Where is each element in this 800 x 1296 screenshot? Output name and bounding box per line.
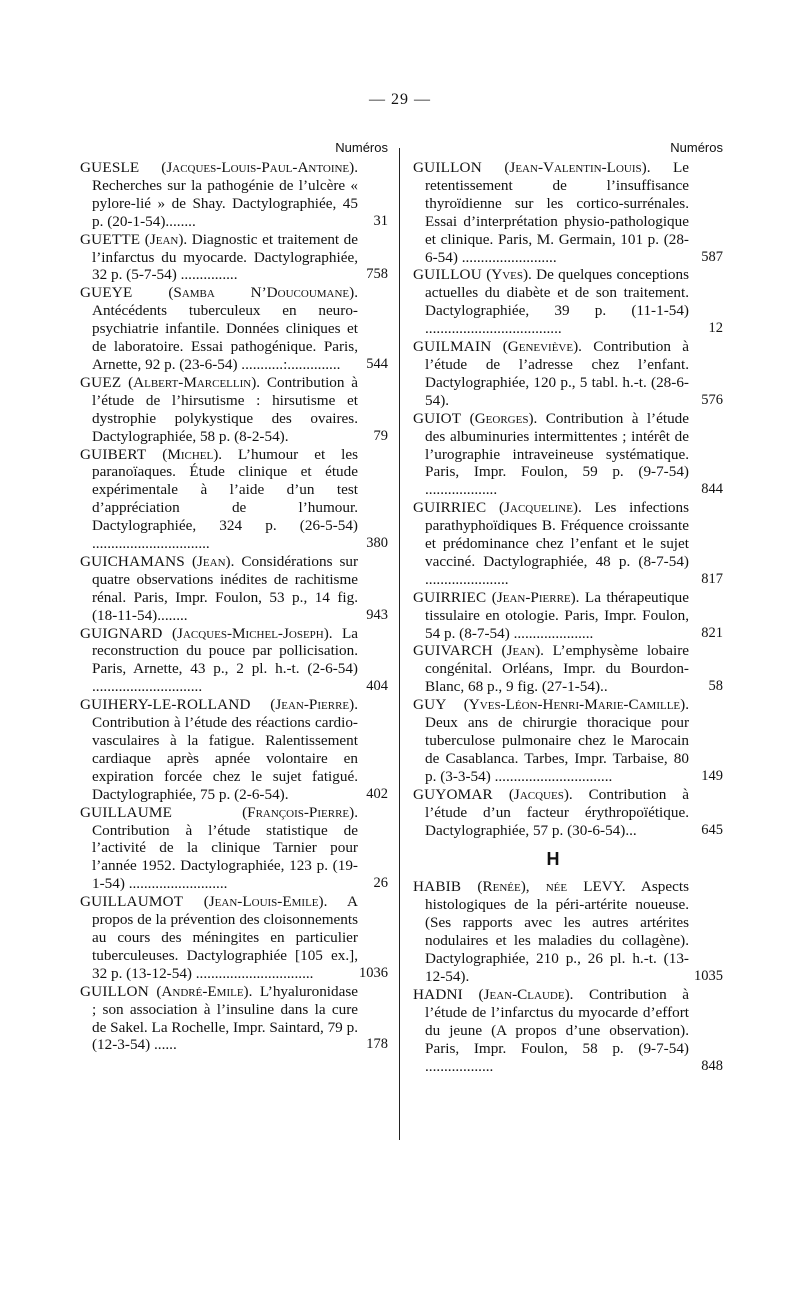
entry-description: Diagnostic et traitement de l’infarctus du myocarde. Dactylographiée, 32 p. (5-7-54) ...............: [92, 230, 358, 284]
entry-number: 79: [373, 427, 388, 444]
right-entry-list-h: [413, 878, 723, 1075]
bibliography-entry: [413, 266, 723, 338]
entry-given-names: (Albert-Marcellin).: [128, 373, 261, 391]
entry-given-names: (Georges).: [469, 409, 538, 427]
bibliography-entry: [80, 446, 388, 553]
entry-description: A propos de la prévention des cloisonnements au cours des méningites en particulier tuberculeuses. Dactylographiée [105 ex.], 32 p. (13-12-54) ...............................: [92, 893, 358, 982]
entry-description: Contribution à l’étude des réactions cardio-vasculaires à la fatigue. Ralentissement cardiaque après apnée volontaire en expiration forcée chez le sujet fatigué. Dactylographiée, 75 p. (2-6-54).: [92, 714, 358, 803]
entry-author: GUIOT: [413, 409, 462, 427]
entry-description: L’humour et les paranoïaques. Étude clinique et étude expérimentale à l’aide d’un test d’appréciation de l’humour. Dactylographiée, 324 p. (26-5-54) ...............................: [92, 445, 358, 553]
entry-description: La reconstruction du pouce par pollicisation. Paris, Arnette, 43 p., 2 pl. h.-t. (2-6-54) .............................: [92, 624, 359, 696]
entry-given-names: (Jean).: [501, 642, 544, 660]
entry-author: GUILLOU: [413, 266, 482, 284]
entry-number: 821: [701, 624, 723, 641]
entry-given-names: (Jacques-Michel-Joseph).: [172, 624, 333, 642]
entry-author: GUILMAIN: [413, 338, 492, 356]
entry-given-names: (Yves).: [486, 266, 532, 284]
entry-author: GUEZ: [80, 373, 122, 391]
entry-author: GUIGNARD: [80, 624, 163, 642]
entry-number: 1035: [694, 967, 723, 984]
entry-number: 380: [366, 535, 388, 552]
entry-author: GUETTE: [80, 230, 141, 248]
entry-given-names: (Jean-Pierre).: [491, 588, 580, 606]
entry-description: De quelques conceptions actuelles du diabète et de son traitement. Dactylographiée, 39 p. (11-1-54) ....................................: [425, 266, 689, 338]
entry-description: Contribution à l’étude de l’adresse chez l’enfant. Dactylographiée, 120 p., 5 tabl. h.-t. (28-6-54).: [425, 338, 689, 409]
bibliography-entry: [413, 159, 723, 266]
entry-number: 645: [701, 821, 723, 838]
bibliography-entry: [80, 231, 388, 285]
entry-number: 587: [701, 248, 723, 265]
bibliography-entry: [80, 625, 388, 697]
entry-description: Le retentissement de l’insuffisance thyroïdienne sur les cortico-surrénales. Essai d’interprétation physio-pathologique et clinique. Paris, M. Germain, 101 p. (28-6-54) .........................: [425, 159, 690, 266]
bibliography-entry: [413, 338, 723, 410]
entry-given-names: (André-Emile).: [156, 982, 253, 1000]
bibliography-entry: [80, 696, 388, 803]
entry-number: 404: [366, 678, 388, 695]
entry-number: 31: [373, 212, 388, 229]
entry-number: 844: [701, 481, 723, 498]
entry-given-names: (Jean-Pierre).: [270, 696, 358, 714]
entry-author: GUIRRIEC: [413, 499, 487, 517]
entry-number: 178: [366, 1036, 388, 1053]
entry-number: 402: [366, 785, 388, 802]
entry-description: Recherches sur la pathogénie de l’ulcère « pylore-lié » de Shay. Dactylographiée, 45 p. (20-1-54)........: [92, 176, 358, 230]
entry-description: L’hyaluronidase ; son association à l’insuline dans la cure de Sakel. La Rochelle, Impr. Saintard, 79 p. (12-3-54) ......: [92, 982, 359, 1054]
entry-number: 26: [373, 875, 388, 892]
bibliography-entry: [413, 878, 723, 985]
entry-given-names: (Jean).: [191, 552, 235, 570]
entry-number: 149: [701, 767, 723, 784]
entry-author: GUIBERT: [80, 445, 147, 463]
entry-number: 1036: [359, 964, 388, 981]
entry-given-names: (Jacques-Louis-Paul-Antoine).: [161, 159, 358, 176]
entry-author: GUY: [413, 696, 447, 714]
bibliography-entry: [80, 804, 388, 894]
entry-description: Contribution à l’étude d’un facteur érythropoïétique. Dactylographiée, 57 p. (30-6-54)...: [425, 785, 690, 839]
entry-description: Antécédents tuberculeux en neuro-psychiatrie infantile. Données cliniques et de laboratoire. Essai pathogénique. Paris, Arnette, 92 p. (23-6-54) ...........:..............: [92, 302, 358, 373]
entry-number: 58: [708, 678, 723, 695]
entry-description: Contribution à l’étude de l’infarctus du myocarde d’effort du jeune (A propos d’une observation). Paris, Impr. Foulon, 58 p. (9-7-54) ..................: [425, 985, 690, 1075]
entry-author: HADNI: [413, 985, 463, 1003]
bibliography-entry: [413, 786, 723, 840]
entry-author: GUICHAMANS: [80, 552, 185, 570]
column-header: Numéros: [670, 140, 723, 155]
right-entry-list: [413, 159, 723, 839]
entry-author: GUESLE: [80, 159, 140, 176]
bibliography-entry: [80, 983, 388, 1055]
entry-description: Deux ans de chirurgie thoracique pour tuberculose pulmonaire chez le Marocain de Casablanca. Tarbes, Impr. Tarbaise, 80 p. (3-3-54) ...............................: [425, 714, 689, 785]
bibliography-entry: [413, 986, 723, 1076]
entry-number: 848: [701, 1057, 723, 1074]
entry-given-names: (Jean).: [144, 230, 188, 248]
entry-given-names: (Jacques).: [508, 785, 573, 803]
entry-description: Contribution à l’étude de l’hirsutisme : hirsutisme et dystrophie polykystique des ovaires. Dactylographiée, 58 p. (8-2-54).: [92, 373, 359, 445]
entry-author: GUIVARCH: [413, 642, 493, 660]
entry-author: GUYOMAR: [413, 785, 493, 803]
entry-given-names: (Yves-Léon-Henri-Marie-Camille).: [463, 696, 689, 714]
entry-description: Les infections parathyphoïdiques B. Fréquence croissante et prédominance chez l’enfant et le sujet vacciné. Dactylographiée, 48 p. (8-7-54) ......................: [425, 499, 690, 588]
entry-number: 544: [366, 355, 388, 372]
entry-description: Contribution à l’étude statistique de l’activité de la clinique Tarnier pour l’année 1952. Dactylographiée, 123 p. (19-1-54) ..........................: [92, 821, 358, 893]
entry-author: HABIB: [413, 878, 462, 896]
bibliography-entry: [80, 159, 388, 231]
column-divider: [399, 148, 400, 1140]
bibliography-entry: [80, 553, 388, 625]
bibliography-entry: [413, 410, 723, 500]
entry-description: Contribution à l’étude des albuminuries intermittentes ; intérêt de l’urographie intraveineuse systématique. Paris, Impr. Foulon, 59 p. (9-7-54) ...................: [425, 409, 690, 499]
entry-given-names: (Jean-Claude).: [478, 985, 574, 1003]
bibliography-entry: [413, 642, 723, 696]
entry-number: 758: [366, 266, 388, 283]
entry-author: GUILLON: [80, 982, 149, 1000]
entry-author: GUILLAUME: [80, 803, 173, 821]
bibliography-entry: [413, 589, 723, 643]
section-letter: H: [546, 849, 560, 870]
bibliography-entry: [80, 374, 388, 446]
entry-description: La thérapeutique tissulaire en otologie. Paris, Impr. Foulon, 54 p. (8-7-54) .....................: [425, 588, 690, 642]
entry-given-names: (Jean-Louis-Emile).: [203, 893, 328, 911]
entry-given-names: (Samba N’Doucoumane).: [168, 284, 359, 302]
entry-author: GUIHERY-LE-ROLLAND: [80, 696, 251, 714]
entry-given-names: (Geneviève).: [502, 338, 582, 356]
entry-number: 943: [366, 606, 388, 623]
left-entry-list: [80, 159, 388, 1054]
left-column: [80, 140, 388, 1054]
entry-author: GUIRRIEC: [413, 588, 487, 606]
entry-given-names: (Jean-Valentin-Louis).: [504, 159, 651, 176]
entry-number: 817: [701, 570, 723, 587]
entry-author: GUILLAUMOT: [80, 893, 184, 911]
right-column: [413, 140, 723, 1075]
bibliography-entry: [80, 893, 388, 983]
entry-author: GUILLON: [413, 159, 482, 176]
entry-given-names: (François-Pierre).: [242, 803, 358, 821]
entry-author: GUEYE: [80, 284, 133, 302]
entry-number: 576: [701, 391, 723, 408]
bibliography-entry: [413, 499, 723, 589]
entry-given-names: (Michel).: [162, 445, 223, 463]
entry-description: Considérations sur quatre observations inédites de rachitisme rénal. Paris, Impr. Foulon, 53 p., 14 fig. (18-11-54)........: [92, 552, 359, 624]
entry-description: Aspects histologiques de la péri-artérite noueuse. (Ses rapports avec les autres artérites nodulaires et les maladies du collagène). Dactylographiée, 210 p., 26 pl. h.-t. (13-12-54).: [425, 878, 690, 985]
bibliography-entry: [413, 696, 723, 786]
entry-description: L’emphysème lobaire congénital. Orléans, Impr. du Bourdon-Blanc, 68 p., 9 fig. (27-1-54)..: [425, 642, 690, 696]
bibliography-entry: [80, 284, 388, 374]
page-number: — 29 —: [369, 91, 431, 108]
entry-given-names: (Renée), née LEVY.: [477, 878, 626, 896]
entry-given-names: (Jacqueline).: [499, 499, 582, 517]
column-header: Numéros: [335, 140, 388, 155]
entry-number: 12: [708, 320, 723, 337]
